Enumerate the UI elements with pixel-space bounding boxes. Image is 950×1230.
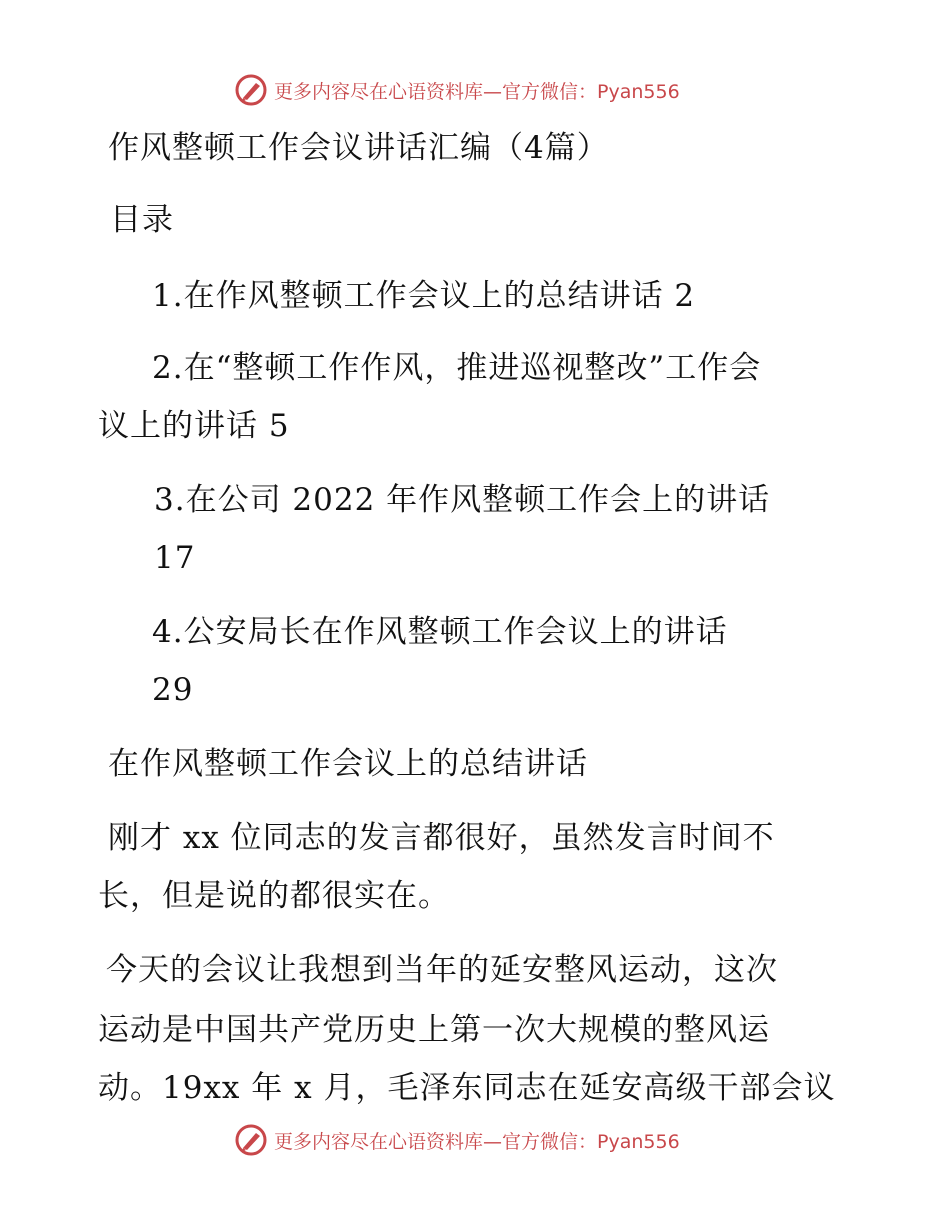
paragraph-1-line-1: 刚才 xx 位同志的发言都很好，虽然发言时间不 bbox=[108, 820, 775, 856]
paragraph-2-line-3: 动。19xx 年 x 月，毛泽东同志在延安高级干部会议 bbox=[98, 1070, 836, 1106]
paragraph-2-line-2: 运动是中国共产党历史上第一次大规模的整风运 bbox=[98, 1012, 770, 1048]
watermark-banner-bottom bbox=[234, 1122, 680, 1158]
watermark-text: 更多内容尽在心语资料库—官方微信：Pyan556 bbox=[274, 1130, 680, 1153]
pen-logo-icon bbox=[234, 1123, 268, 1157]
toc-heading: 目录 bbox=[110, 202, 174, 238]
toc-entry-4-page: 29 bbox=[152, 672, 194, 708]
watermark-text: 更多内容尽在心语资料库—官方微信：Pyan556 bbox=[274, 80, 680, 103]
toc-entry-3-page: 17 bbox=[154, 540, 196, 576]
toc-entry-2-cont: 议上的讲话 5 bbox=[98, 408, 290, 444]
toc-entry-2: 2.在“整顿工作作风，推进巡视整改”工作会 bbox=[152, 350, 762, 386]
toc-entry-3: 3.在公司 2022 年作风整顿工作会上的讲话 bbox=[154, 482, 771, 518]
pen-logo-icon bbox=[234, 73, 268, 107]
toc-entry-1: 1.在作风整顿工作会议上的总结讲话 2 bbox=[152, 278, 696, 314]
section-title: 在作风整顿工作会议上的总结讲话 bbox=[108, 746, 588, 782]
toc-entry-4: 4.公安局长在作风整顿工作会议上的讲话 bbox=[152, 614, 728, 650]
document-title: 作风整顿工作会议讲话汇编（4篇） bbox=[108, 130, 609, 166]
paragraph-2-line-1: 今天的会议让我想到当年的延安整风运动，这次 bbox=[106, 952, 778, 988]
paragraph-1-line-2: 长，但是说的都很实在。 bbox=[98, 878, 450, 914]
watermark-banner-top bbox=[234, 72, 680, 108]
